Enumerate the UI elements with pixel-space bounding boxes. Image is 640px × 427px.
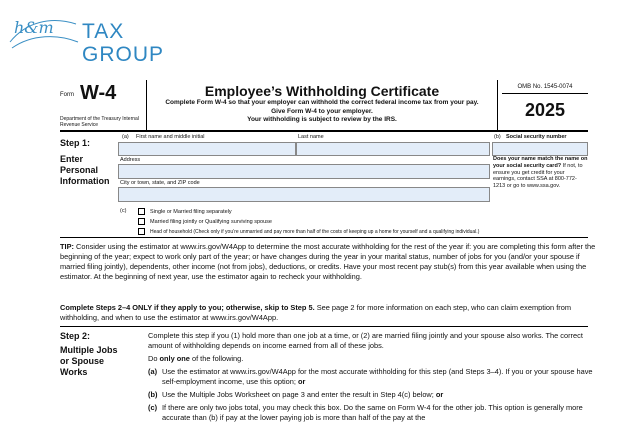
filing-married-label: Married filing jointly or Qualifying surviving spouse (150, 219, 272, 225)
form-label: Form (60, 92, 74, 98)
form-year: 2025 (524, 100, 566, 120)
option-a-or: or (297, 377, 306, 386)
complete-steps-paragraph (60, 303, 600, 323)
step1-title: Step 1: (60, 138, 91, 148)
do-only-bold: only one (159, 354, 190, 363)
address-label: Address (120, 157, 141, 163)
do-only-post: of the following. (191, 354, 244, 363)
option-a-text: Use the estimator at www.irs.gov/W4App for the most accurate withholding for this step (and Steps 3–4). If you or your spouse have self-employment income, use this option; (162, 367, 593, 386)
form-header (60, 80, 588, 132)
option-a-label: (a) (148, 367, 158, 376)
tip-paragraph (60, 242, 600, 282)
step2-option-b (148, 390, 600, 400)
company-logo (6, 10, 176, 66)
ssn-note-rest: If not, to ensure you get credit for your earnings, contact SSA at 800-772-1213 or go to www.ssa.gov. (493, 162, 583, 190)
step2-title-block (60, 331, 140, 378)
header-center (146, 80, 498, 132)
option-c-label: (c) (148, 403, 158, 412)
step2-title: Step 2: (60, 331, 91, 341)
step2-do-only (148, 354, 600, 364)
do-only-pre: Do (148, 354, 158, 363)
complete-steps-bold: Complete Steps 2–4 ONLY if they apply to you; otherwise, skip to Step 5. (60, 303, 315, 312)
step1-section (60, 132, 588, 238)
omb-number: OMB No. 1545-0074 (502, 84, 588, 94)
option-b-text: Use the Multiple Jobs Worksheet on page 3 and enter the result in Step 4(c) below; (162, 390, 434, 399)
option-b-or: or (435, 390, 444, 399)
filing-status-prefix: (c) (120, 208, 127, 214)
step2-divider (60, 326, 588, 327)
filing-hoh-label: Head of household (Check only if you’re unmarried and pay more than half of the costs of keeping up a home for yourself and a qualifying individual.) (150, 229, 480, 235)
option-b-label: (b) (148, 390, 158, 399)
step2-intro: Complete this step if you (1) hold more than one job at a time, or (2) are married filing jointly and your spouse also works. The correct amount of withholding depends on income earned from all of these jobs. (148, 331, 583, 350)
department-label: Department of the Treasury Internal Revenue Service (60, 116, 139, 128)
filing-single-checkbox[interactable] (138, 208, 145, 215)
tip-text: Consider using the estimator at www.irs.gov/W4App to determine the most accurate withholding for the rest of the year if: you are completing this form after the beginning of the year; expect to work only part of the year; or have changes during the year in your marital status, number of jobs for you (and/or your spouse if married filing jointly), dependents, other income (not from jobs), deductions, or credits. Have your most recent pay stub(s) from this year available when using the estimator. At the beginning of next year, use the estimator again to recheck your withholding. (60, 242, 596, 281)
first-name-prefix: (a) (122, 134, 129, 140)
logo-tax: TAX (82, 20, 125, 43)
step2-option-a (148, 367, 600, 387)
header-instruction-1: Complete Form W-4 so that your employer can withhold the correct federal income tax from your pay. (165, 99, 479, 106)
last-name-field[interactable] (296, 142, 490, 156)
header-instruction-2: Give Form W-4 to your employer. (271, 107, 373, 115)
ssn-field[interactable] (492, 142, 588, 156)
address-field[interactable] (118, 164, 490, 179)
form-name: W-4 (80, 82, 117, 104)
filing-hoh-checkbox[interactable] (138, 228, 145, 235)
city-state-zip-field[interactable] (118, 187, 490, 202)
tip-label: TIP: (60, 242, 74, 251)
logo-group: GROUP (82, 43, 165, 66)
form-title: Employee’s Withholding Certificate (204, 83, 440, 99)
first-name-label: First name and middle initial (136, 134, 205, 140)
header-instruction-3: Your withholding is subject to review by the IRS. (247, 116, 397, 123)
logo-script: h&m (14, 18, 54, 37)
option-c-text: If there are only two jobs total, you may check this box. Do the same on Form W-4 for the other job. This option is generally more accurate than (b) if pay at the lower paying job is more than half of the pay at the (162, 403, 583, 422)
ssn-prefix: (b) (494, 134, 501, 140)
ssn-label: Social security number (506, 134, 567, 140)
ssn-name-note (493, 156, 588, 190)
step2-option-c (148, 403, 600, 423)
first-name-field[interactable] (118, 142, 296, 156)
complete-steps-rest: See page 2 for more information on each step, who can claim exemption from withholding, and when to use the estimator at www.irs.gov/W4App. (60, 303, 571, 322)
filing-single-label: Single or Married filing separately (150, 209, 232, 215)
step2-side-label: Multiple Jobs or Spouse Works (60, 345, 118, 377)
filing-married-checkbox[interactable] (138, 218, 145, 225)
step1-side-label: Enter Personal Information (60, 154, 110, 186)
city-label: City or town, state, and ZIP code (120, 180, 200, 186)
last-name-label: Last name (298, 134, 324, 140)
ssn-note-bold: Does your name match the name on your social security card? (493, 156, 588, 169)
